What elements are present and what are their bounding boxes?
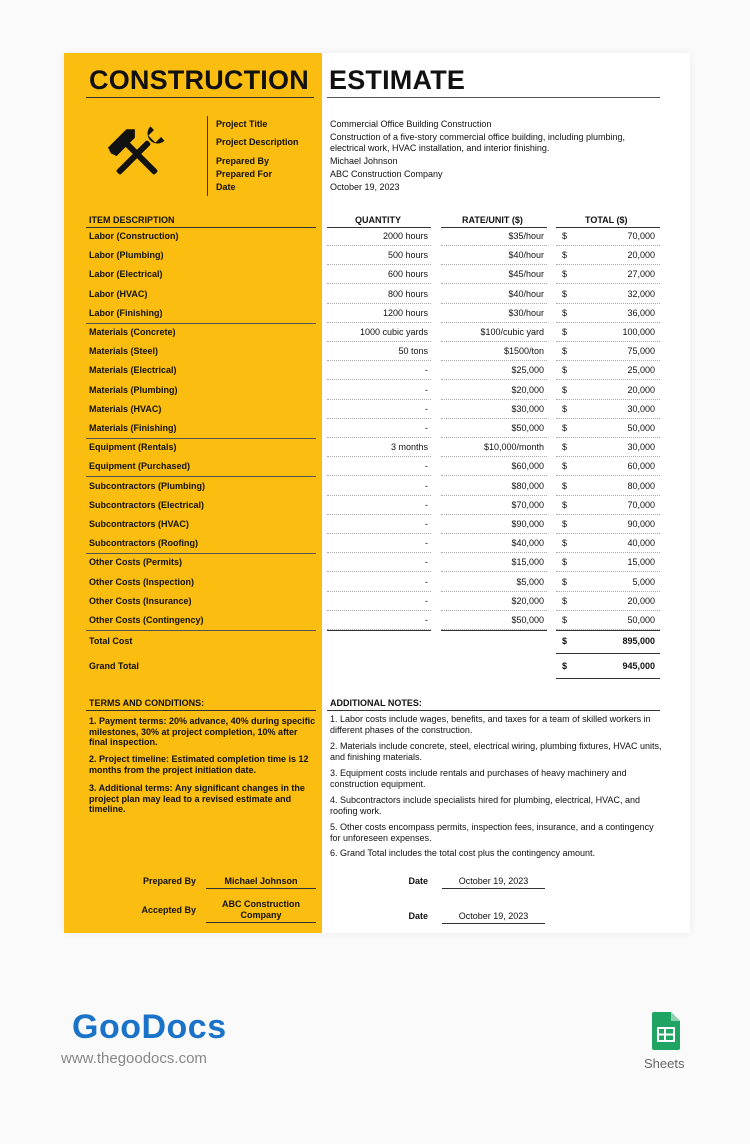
item-total: 27,000 [627, 269, 655, 280]
item-total: 40,000 [627, 538, 655, 549]
terms-item: 3. Additional terms: Any significant changes in the project plan may lead to a revised estimate and timeline. [89, 783, 305, 814]
item-rate: $10,000/month [483, 442, 544, 453]
item-quantity: 3 months [390, 442, 428, 453]
header-item-description: ITEM DESCRIPTION [89, 215, 175, 225]
item-rate: $30,000 [511, 403, 544, 414]
item-description: Subcontractors (HVAC) [89, 519, 189, 529]
row-divider-quantity [327, 341, 431, 342]
item-quantity: 2000 hours [382, 231, 428, 241]
item-total: 20,000 [627, 384, 655, 395]
notes-item: 2. Materials include concrete, steel, electrical wiring, plumbing fixtures, HVAC units, and finishing materials. [330, 741, 662, 762]
item-currency: $ [562, 615, 568, 625]
row-divider-total [556, 360, 660, 361]
sig-date-line-1 [442, 888, 545, 889]
row-divider-quantity [327, 303, 431, 304]
item-currency: $ [562, 269, 568, 280]
item-currency: $ [562, 327, 568, 337]
row-divider-rate [441, 437, 547, 438]
item-description: Materials (Steel) [89, 346, 159, 357]
item-description: Materials (Electrical) [89, 365, 177, 376]
title-divider-right [327, 97, 660, 98]
item-total: 80,000 [627, 480, 655, 491]
project-label: Prepared For [216, 169, 273, 179]
row-divider-quantity [327, 610, 431, 611]
document-page [64, 53, 690, 933]
totals-rule-total [556, 630, 660, 631]
item-total: 70,000 [627, 231, 655, 241]
item-rate: $40/hour [508, 288, 544, 299]
prepared-by-value: Michael Johnson [330, 156, 398, 166]
item-total: 30,000 [627, 442, 655, 453]
project-description: Construction of a five-story commercial office building, including plumbing, electrical work, HVAC installation, and interior finishing. [330, 132, 625, 153]
project-label: Project Description [216, 137, 299, 147]
row-divider-quantity [327, 475, 431, 476]
item-description: Equipment (Purchased) [89, 461, 191, 472]
row-divider-total [556, 322, 660, 323]
row-divider-rate [441, 399, 547, 400]
total-cost-currency: $ [562, 636, 568, 646]
row-divider-rate [441, 533, 547, 534]
row-divider-rate [441, 495, 547, 496]
item-currency: $ [562, 250, 568, 261]
row-divider-quantity [327, 264, 431, 265]
group-divider [86, 438, 316, 439]
group-divider [86, 323, 316, 324]
item-rate: $50,000 [511, 615, 544, 625]
row-divider-total [556, 514, 660, 515]
terms-rule [86, 710, 316, 711]
title-right: ESTIMATE [329, 65, 466, 95]
item-currency: $ [562, 519, 568, 529]
row-divider-total [556, 571, 660, 572]
item-quantity: 1000 cubic yards [359, 327, 428, 337]
row-divider-total [556, 610, 660, 611]
item-total: 70,000 [627, 499, 655, 510]
row-divider-total [556, 264, 660, 265]
goodocs-url[interactable]: www.thegoodocs.com [61, 1050, 207, 1067]
row-divider-quantity [327, 495, 431, 496]
item-quantity: - [425, 384, 428, 395]
header-rule-quantity [327, 227, 431, 228]
item-rate: $60,000 [511, 461, 544, 472]
group-divider [86, 630, 316, 631]
grand-total-currency: $ [562, 661, 568, 671]
header-rule-total [556, 227, 660, 228]
header-quantity: QUANTITY [355, 215, 401, 225]
item-quantity: - [425, 595, 428, 606]
total-cost-value: 895,000 [622, 636, 655, 646]
row-divider-rate [441, 552, 547, 553]
total-cost-label: Total Cost [89, 636, 133, 646]
row-divider-rate [441, 610, 547, 611]
item-rate: $30/hour [508, 307, 544, 318]
item-quantity: - [425, 576, 428, 587]
row-divider-quantity [327, 399, 431, 400]
row-divider-quantity [327, 418, 431, 419]
item-currency: $ [562, 423, 568, 433]
item-rate: $35/hour [508, 231, 544, 241]
notes-title: ADDITIONAL NOTES: [330, 698, 422, 708]
row-divider-quantity [327, 245, 431, 246]
row-divider-rate [441, 418, 547, 419]
item-description: Materials (Concrete) [89, 327, 176, 337]
item-total: 100,000 [622, 327, 655, 337]
header-rule-item [86, 227, 316, 228]
totals-rule-quantity [327, 630, 431, 631]
item-quantity: 1200 hours [382, 307, 428, 318]
item-currency: $ [562, 557, 568, 568]
item-quantity: 800 hours [387, 288, 428, 299]
row-divider-rate [441, 283, 547, 284]
terms-item: 2. Project timeline: Estimated completion time is 12 months from the project initiation date. [89, 754, 309, 775]
item-quantity: - [425, 499, 428, 510]
item-currency: $ [562, 538, 568, 549]
item-quantity: - [425, 615, 428, 625]
row-divider-rate [441, 514, 547, 515]
project-info-divider [207, 116, 208, 196]
item-description: Labor (Plumbing) [89, 250, 164, 261]
row-divider-rate [441, 571, 547, 572]
item-quantity: - [425, 557, 428, 568]
row-divider-total [556, 303, 660, 304]
item-quantity: 500 hours [387, 250, 428, 261]
item-rate: $100/cubic yard [480, 327, 544, 337]
item-total: 60,000 [627, 461, 655, 472]
item-quantity: - [425, 519, 428, 529]
item-description: Subcontractors (Electrical) [89, 499, 205, 510]
item-description: Materials (Plumbing) [89, 384, 178, 395]
item-total: 90,000 [627, 519, 655, 529]
group-divider [86, 476, 316, 477]
item-description: Other Costs (Contingency) [89, 615, 204, 625]
project-label: Date [216, 182, 236, 192]
row-divider-quantity [327, 322, 431, 323]
row-divider-total [556, 245, 660, 246]
item-rate: $5,000 [516, 576, 544, 587]
row-divider-total [556, 399, 660, 400]
item-quantity: - [425, 365, 428, 376]
sig-accepted-by-value: ABC Construction Company [222, 899, 300, 920]
item-description: Equipment (Rentals) [89, 442, 177, 453]
item-rate: $70,000 [511, 499, 544, 510]
notes-item: 4. Subcontractors include specialists hired for plumbing, electrical, HVAC, and roofing work. [330, 795, 640, 816]
row-divider-total [556, 456, 660, 457]
item-rate: $15,000 [511, 557, 544, 568]
item-quantity: - [425, 480, 428, 491]
item-description: Labor (Electrical) [89, 269, 163, 280]
row-divider-rate [441, 322, 547, 323]
sheets-label: Sheets [644, 1056, 685, 1071]
item-total: 36,000 [627, 307, 655, 318]
row-divider-total [556, 495, 660, 496]
item-currency: $ [562, 442, 568, 453]
header-total: TOTAL ($) [585, 215, 628, 225]
row-divider-total [556, 552, 660, 553]
item-total: 15,000 [627, 557, 655, 568]
item-description: Materials (Finishing) [89, 423, 177, 433]
project-label: Project Title [216, 119, 268, 129]
title-left: CONSTRUCTION [89, 65, 309, 95]
row-divider-rate [441, 456, 547, 457]
grand-total-label: Grand Total [89, 661, 139, 671]
item-total: 75,000 [627, 346, 655, 357]
item-currency: $ [562, 384, 568, 395]
row-divider-quantity [327, 514, 431, 515]
item-total: 50,000 [627, 423, 655, 433]
row-divider-quantity [327, 437, 431, 438]
grand-total-rule [556, 678, 660, 679]
row-divider-quantity [327, 283, 431, 284]
item-rate: $90,000 [511, 519, 544, 529]
prepared-for-value: ABC Construction Company [330, 169, 443, 179]
terms-title: TERMS AND CONDITIONS: [89, 698, 205, 708]
item-description: Labor (Construction) [89, 231, 179, 241]
item-currency: $ [562, 595, 568, 606]
sig-date-value-2: October 19, 2023 [458, 911, 529, 921]
row-divider-total [556, 591, 660, 592]
row-divider-total [556, 379, 660, 380]
item-description: Materials (HVAC) [89, 403, 162, 414]
item-description: Other Costs (Permits) [89, 557, 183, 568]
item-rate: $40,000 [511, 538, 544, 549]
item-rate: $45/hour [508, 269, 544, 280]
item-total: 25,000 [627, 365, 655, 376]
tools-icon [107, 121, 167, 187]
item-total: 30,000 [627, 403, 655, 414]
row-divider-total [556, 283, 660, 284]
row-divider-quantity [327, 379, 431, 380]
item-currency: $ [562, 576, 568, 587]
notes-item: 3. Equipment costs include rentals and purchases of heavy machinery and construction equipment. [330, 768, 627, 789]
item-rate: $20,000 [511, 384, 544, 395]
sig-date-line-2 [442, 923, 545, 924]
row-divider-total [556, 475, 660, 476]
item-description: Labor (HVAC) [89, 288, 148, 299]
item-rate: $1500/ton [503, 346, 544, 357]
row-divider-quantity [327, 533, 431, 534]
item-currency: $ [562, 480, 568, 491]
project-label: Prepared By [216, 156, 270, 166]
totals-rule-rate [441, 630, 547, 631]
row-divider-rate [441, 475, 547, 476]
item-rate: $20,000 [511, 595, 544, 606]
sig-date-label-2: Date [408, 911, 428, 921]
project-title: Commercial Office Building Construction [330, 119, 492, 129]
item-currency: $ [562, 231, 568, 241]
item-quantity: 600 hours [387, 269, 428, 280]
group-divider [86, 553, 316, 554]
goodocs-logo[interactable]: GooDocs [72, 1008, 227, 1046]
sig-prepared-by-line [206, 888, 316, 889]
row-divider-rate [441, 591, 547, 592]
sheets-icon[interactable] [652, 1012, 680, 1050]
sig-date-label-1: Date [408, 876, 428, 886]
header-rate: RATE/UNIT ($) [462, 215, 523, 225]
item-description: Other Costs (Insurance) [89, 595, 192, 606]
row-divider-rate [441, 303, 547, 304]
item-total: 20,000 [627, 595, 655, 606]
row-divider-rate [441, 264, 547, 265]
grand-total-value: 945,000 [622, 661, 655, 671]
sig-prepared-by-label: Prepared By [142, 876, 196, 886]
item-currency: $ [562, 307, 568, 318]
item-quantity: 50 tons [398, 346, 428, 357]
row-divider-quantity [327, 552, 431, 553]
item-rate: $25,000 [511, 365, 544, 376]
item-rate: $80,000 [511, 480, 544, 491]
row-divider-total [556, 533, 660, 534]
item-description: Subcontractors (Roofing) [89, 538, 198, 549]
sig-prepared-by-value: Michael Johnson [224, 876, 298, 886]
row-divider-total [556, 418, 660, 419]
row-divider-quantity [327, 591, 431, 592]
item-description: Subcontractors (Plumbing) [89, 480, 206, 491]
item-currency: $ [562, 365, 568, 376]
terms-item: 1. Payment terms: 20% advance, 40% during specific milestones, 30% at project completion, 10% after final inspection. [89, 716, 316, 747]
item-quantity: - [425, 461, 428, 472]
item-rate: $50,000 [511, 423, 544, 433]
row-divider-rate [441, 245, 547, 246]
notes-item: 5. Other costs encompass permits, inspection fees, insurance, and a contingency for unforeseen expenses. [330, 822, 654, 843]
sig-accepted-by-line [206, 922, 316, 923]
row-divider-rate [441, 341, 547, 342]
total-cost-rule [556, 653, 660, 654]
item-total: 20,000 [627, 250, 655, 261]
row-divider-total [556, 341, 660, 342]
item-currency: $ [562, 499, 568, 510]
notes-rule [327, 710, 660, 711]
row-divider-quantity [327, 571, 431, 572]
item-quantity: - [425, 403, 428, 414]
notes-item: 1. Labor costs include wages, benefits, and taxes for a team of skilled workers in different phases of the construction. [330, 714, 651, 735]
item-currency: $ [562, 288, 568, 299]
row-divider-rate [441, 360, 547, 361]
item-currency: $ [562, 461, 568, 472]
header-rule-rate [441, 227, 547, 228]
item-quantity: - [425, 538, 428, 549]
item-total: 50,000 [627, 615, 655, 625]
row-divider-total [556, 437, 660, 438]
item-quantity: - [425, 423, 428, 433]
sig-date-value-1: October 19, 2023 [458, 876, 529, 886]
date-value: October 19, 2023 [330, 182, 400, 192]
item-total: 32,000 [627, 288, 655, 299]
item-currency: $ [562, 403, 568, 414]
row-divider-quantity [327, 360, 431, 361]
item-total: 5,000 [632, 576, 655, 587]
item-description: Labor (Finishing) [89, 307, 163, 318]
row-divider-rate [441, 379, 547, 380]
item-rate: $40/hour [508, 250, 544, 261]
sig-accepted-by-label: Accepted By [141, 905, 196, 915]
item-description: Other Costs (Inspection) [89, 576, 195, 587]
row-divider-quantity [327, 456, 431, 457]
item-currency: $ [562, 346, 568, 357]
title-divider-left [86, 97, 314, 98]
notes-item: 6. Grand Total includes the total cost plus the contingency amount. [330, 848, 595, 858]
